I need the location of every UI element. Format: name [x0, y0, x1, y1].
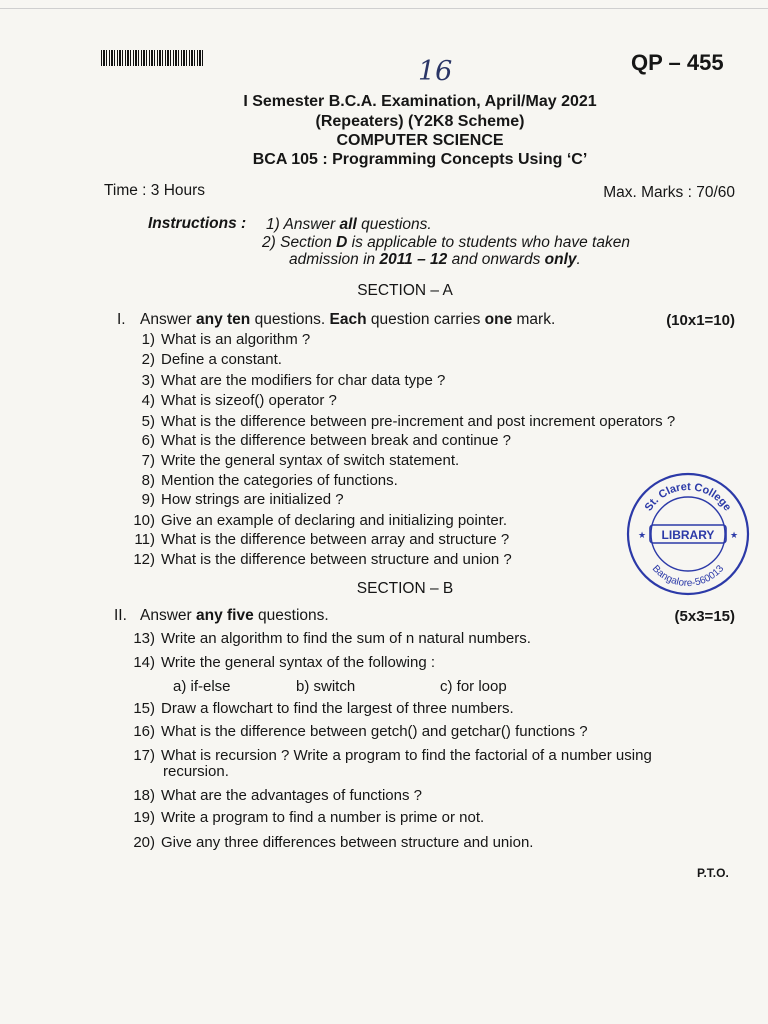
question-text: What is the difference between array and structure ? [161, 531, 510, 548]
question-number: 1) [141, 331, 155, 348]
question-number: 14) [133, 654, 155, 671]
instruction-1: 1) Answer all questions. [266, 216, 432, 233]
svg-text:★: ★ [638, 531, 647, 541]
question-item [128, 809, 484, 826]
question-number: 6) [141, 432, 155, 449]
instructions-label: Instructions : [148, 215, 247, 232]
paper-code: QP – 455 [631, 50, 724, 75]
question-text: What is the difference between structure and union ? [161, 551, 512, 568]
question-number: 9) [141, 491, 155, 508]
question-item [128, 747, 652, 764]
question-text: Give an example of declaring and initializing pointer. [161, 512, 508, 529]
section-a-title: SECTION – A [357, 282, 453, 299]
handwritten-page-number: 16 [418, 56, 453, 87]
question-text: Write the general syntax of the following : [161, 654, 436, 671]
section-a-marks: (10x1=10) [666, 312, 735, 329]
question-number: 7) [141, 452, 155, 469]
q14-option-c: c) for loop [440, 678, 507, 695]
question-text: What is the difference between pre-increment and post increment operators ? [161, 413, 676, 430]
question-text: What are the advantages of functions ? [161, 787, 422, 804]
section-b-roman: II. [114, 607, 127, 624]
pto-label: P.T.O. [697, 866, 729, 880]
library-stamp [624, 470, 752, 598]
question-item [128, 351, 282, 368]
question-number: 5) [141, 413, 155, 430]
question-text: Mention the categories of functions. [161, 472, 398, 489]
section-b-instruction: Answer any five questions. [140, 607, 329, 624]
question-item [128, 834, 533, 851]
question-number: 8) [141, 472, 155, 489]
question-number: 3) [141, 372, 155, 389]
question-text: Define a constant. [161, 351, 282, 368]
question-text: Write a program to find a number is prime or not. [161, 809, 485, 826]
question-number: 12) [133, 551, 155, 568]
question-number: 2) [141, 351, 155, 368]
course-name: BCA 105 : Programming Concepts Using ‘C’ [252, 151, 588, 168]
section-a-roman: I. [117, 311, 126, 328]
question-number: 10) [133, 512, 155, 529]
q14-option-a: a) if-else [173, 678, 231, 695]
max-marks: Max. Marks : 70/60 [603, 184, 735, 201]
section-b-title: SECTION – B [356, 580, 454, 597]
question-item [128, 630, 531, 647]
question-item [128, 787, 422, 804]
question-text: What is an algorithm ? [161, 331, 311, 348]
question-item [128, 452, 459, 469]
question-item [128, 491, 344, 508]
stamp-center-text: LIBRARY [661, 528, 715, 542]
instruction-2: 2) Section D is applicable to students who have taken [262, 234, 630, 251]
instruction-2-continuation: admission in 2011 – 12 and onwards only. [289, 251, 581, 268]
question-text: What is the difference between break and continue ? [161, 432, 511, 449]
question-number: 13) [133, 630, 155, 647]
barcode [101, 50, 205, 66]
question-item [128, 331, 310, 348]
question-item [128, 413, 675, 430]
question-item [128, 551, 512, 568]
time-duration: Time : 3 Hours [104, 182, 206, 199]
question-text: How strings are initialized ? [161, 491, 344, 508]
question-number: 17) [133, 747, 155, 764]
q14-option-b: b) switch [296, 678, 356, 695]
question-number: 11) [134, 531, 155, 548]
scan-edge-line [0, 8, 768, 9]
stamp-bottom-text: Bangalore-560013 [649, 563, 727, 590]
q17-continuation: recursion. [163, 763, 229, 780]
question-text: What is the difference between getch() and getchar() functions ? [161, 723, 588, 740]
question-number: 19) [133, 809, 155, 826]
question-item [128, 372, 445, 389]
question-text: Give any three differences between structure and union. [161, 834, 534, 851]
question-item [128, 700, 514, 717]
question-text: What are the modifiers for char data type ? [161, 372, 446, 389]
question-item [128, 512, 507, 529]
exam-title: I Semester B.C.A. Examination, April/May 2021 [243, 93, 597, 110]
question-number: 15) [133, 700, 155, 717]
question-item [128, 472, 398, 489]
question-text: Write an algorithm to find the sum of n natural numbers. [161, 630, 531, 647]
question-item [128, 432, 511, 449]
question-item [128, 654, 435, 671]
question-number: 4) [141, 392, 155, 409]
section-a-instruction: Answer any ten questions. Each question carries one mark. [140, 311, 556, 328]
stamp-top-text: St. Claret College [642, 480, 734, 514]
question-text: Draw a flowchart to find the largest of three numbers. [161, 700, 514, 717]
section-b-marks: (5x3=15) [674, 608, 735, 625]
question-number: 16) [133, 723, 155, 740]
subject-name: COMPUTER SCIENCE [336, 132, 504, 149]
svg-text:★: ★ [730, 531, 739, 541]
question-number: 20) [133, 834, 155, 851]
question-number: 18) [133, 787, 155, 804]
question-text: Write the general syntax of switch statement. [161, 452, 460, 469]
exam-scheme: (Repeaters) (Y2K8 Scheme) [315, 113, 525, 130]
question-text: What is sizeof() operator ? [161, 392, 337, 409]
question-item [128, 392, 337, 409]
question-text: What is recursion ? Write a program to find the factorial of a number using [161, 747, 652, 764]
question-item [128, 723, 588, 740]
question-item [128, 531, 509, 548]
